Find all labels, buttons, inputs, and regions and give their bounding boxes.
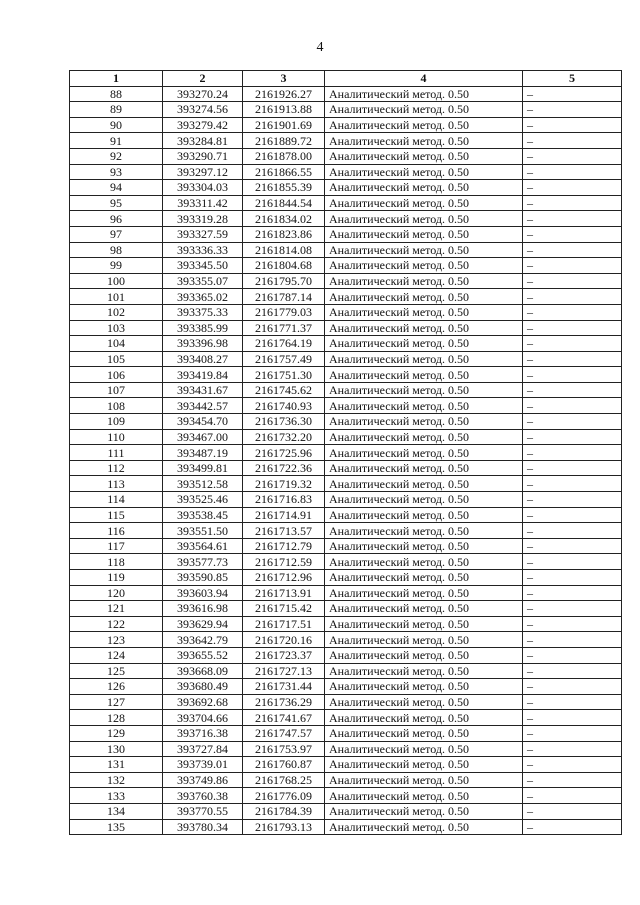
- note-cell: –: [523, 414, 622, 430]
- method-cell: Аналитический метод. 0.50: [325, 445, 523, 461]
- note-cell: –: [523, 382, 622, 398]
- point-number-cell: 126: [70, 679, 163, 695]
- note-cell: –: [523, 164, 622, 180]
- note-cell: –: [523, 694, 622, 710]
- table-row: [70, 741, 622, 757]
- x-coordinate-cell: 393642.79: [163, 632, 243, 648]
- x-coordinate-cell: 393499.81: [163, 460, 243, 476]
- method-cell: Аналитический метод. 0.50: [325, 616, 523, 632]
- method-cell: Аналитический метод. 0.50: [325, 398, 523, 414]
- y-coordinate-cell: 2161723.37: [243, 647, 325, 663]
- x-coordinate-cell: 393396.98: [163, 336, 243, 352]
- point-number-cell: 100: [70, 273, 163, 289]
- method-cell: Аналитический метод. 0.50: [325, 725, 523, 741]
- y-coordinate-cell: 2161731.44: [243, 679, 325, 695]
- note-cell: –: [523, 195, 622, 211]
- x-coordinate-cell: 393538.45: [163, 507, 243, 523]
- x-coordinate-cell: 393577.73: [163, 554, 243, 570]
- x-coordinate-cell: 393704.66: [163, 710, 243, 726]
- y-coordinate-cell: 2161714.91: [243, 507, 325, 523]
- y-coordinate-cell: 2161776.09: [243, 788, 325, 804]
- table-row: [70, 273, 622, 289]
- point-number-cell: 129: [70, 725, 163, 741]
- note-cell: –: [523, 788, 622, 804]
- method-cell: Аналитический метод. 0.50: [325, 164, 523, 180]
- x-coordinate-cell: 393355.07: [163, 273, 243, 289]
- table-row: [70, 585, 622, 601]
- note-cell: –: [523, 226, 622, 242]
- table-row: [70, 429, 622, 445]
- table-row: [70, 320, 622, 336]
- method-cell: Аналитический метод. 0.50: [325, 523, 523, 539]
- x-coordinate-cell: 393603.94: [163, 585, 243, 601]
- method-cell: Аналитический метод. 0.50: [325, 351, 523, 367]
- y-coordinate-cell: 2161712.59: [243, 554, 325, 570]
- x-coordinate-cell: 393655.52: [163, 647, 243, 663]
- table-row: [70, 382, 622, 398]
- y-coordinate-cell: 2161913.88: [243, 102, 325, 118]
- table-row: [70, 757, 622, 773]
- method-cell: Аналитический метод. 0.50: [325, 382, 523, 398]
- x-coordinate-cell: 393274.56: [163, 102, 243, 118]
- y-coordinate-cell: 2161804.68: [243, 258, 325, 274]
- y-coordinate-cell: 2161779.03: [243, 304, 325, 320]
- x-coordinate-cell: 393512.58: [163, 476, 243, 492]
- table-row: [70, 414, 622, 430]
- table-row: [70, 195, 622, 211]
- y-coordinate-cell: 2161751.30: [243, 367, 325, 383]
- table-row: [70, 476, 622, 492]
- point-number-cell: 117: [70, 538, 163, 554]
- note-cell: –: [523, 803, 622, 819]
- point-number-cell: 106: [70, 367, 163, 383]
- method-cell: Аналитический метод. 0.50: [325, 242, 523, 258]
- method-cell: Аналитический метод. 0.50: [325, 757, 523, 773]
- method-cell: Аналитический метод. 0.50: [325, 258, 523, 274]
- x-coordinate-cell: 393311.42: [163, 195, 243, 211]
- table-row: [70, 304, 622, 320]
- point-number-cell: 108: [70, 398, 163, 414]
- y-coordinate-cell: 2161753.97: [243, 741, 325, 757]
- y-coordinate-cell: 2161736.30: [243, 414, 325, 430]
- method-cell: Аналитический метод. 0.50: [325, 86, 523, 102]
- y-coordinate-cell: 2161866.55: [243, 164, 325, 180]
- method-cell: Аналитический метод. 0.50: [325, 273, 523, 289]
- table-row: [70, 570, 622, 586]
- note-cell: –: [523, 819, 622, 835]
- y-coordinate-cell: 2161760.87: [243, 757, 325, 773]
- method-cell: Аналитический метод. 0.50: [325, 429, 523, 445]
- method-cell: Аналитический метод. 0.50: [325, 741, 523, 757]
- note-cell: –: [523, 507, 622, 523]
- table-row: [70, 538, 622, 554]
- method-cell: Аналитический метод. 0.50: [325, 492, 523, 508]
- x-coordinate-cell: 393365.02: [163, 289, 243, 305]
- column-header-4: 4: [325, 71, 523, 87]
- method-cell: Аналитический метод. 0.50: [325, 476, 523, 492]
- method-cell: Аналитический метод. 0.50: [325, 647, 523, 663]
- point-number-cell: 89: [70, 102, 163, 118]
- point-number-cell: 122: [70, 616, 163, 632]
- x-coordinate-cell: 393564.61: [163, 538, 243, 554]
- point-number-cell: 95: [70, 195, 163, 211]
- note-cell: –: [523, 133, 622, 149]
- table-row: [70, 554, 622, 570]
- note-cell: –: [523, 117, 622, 133]
- note-cell: –: [523, 86, 622, 102]
- table-row: [70, 788, 622, 804]
- note-cell: –: [523, 585, 622, 601]
- method-cell: Аналитический метод. 0.50: [325, 694, 523, 710]
- note-cell: –: [523, 258, 622, 274]
- x-coordinate-cell: 393454.70: [163, 414, 243, 430]
- method-cell: Аналитический метод. 0.50: [325, 148, 523, 164]
- y-coordinate-cell: 2161736.29: [243, 694, 325, 710]
- point-number-cell: 112: [70, 460, 163, 476]
- note-cell: –: [523, 445, 622, 461]
- note-cell: –: [523, 647, 622, 663]
- x-coordinate-cell: 393304.03: [163, 180, 243, 196]
- table-row: [70, 507, 622, 523]
- y-coordinate-cell: 2161712.96: [243, 570, 325, 586]
- point-number-cell: 92: [70, 148, 163, 164]
- note-cell: –: [523, 148, 622, 164]
- x-coordinate-cell: 393692.68: [163, 694, 243, 710]
- y-coordinate-cell: 2161732.20: [243, 429, 325, 445]
- x-coordinate-cell: 393525.46: [163, 492, 243, 508]
- y-coordinate-cell: 2161787.14: [243, 289, 325, 305]
- point-number-cell: 104: [70, 336, 163, 352]
- x-coordinate-cell: 393385.99: [163, 320, 243, 336]
- method-cell: Аналитический метод. 0.50: [325, 570, 523, 586]
- x-coordinate-cell: 393408.27: [163, 351, 243, 367]
- y-coordinate-cell: 2161740.93: [243, 398, 325, 414]
- method-cell: Аналитический метод. 0.50: [325, 414, 523, 430]
- table-header: [70, 71, 622, 87]
- note-cell: –: [523, 772, 622, 788]
- table-row: [70, 803, 622, 819]
- table-row: [70, 601, 622, 617]
- note-cell: –: [523, 523, 622, 539]
- method-cell: Аналитический метод. 0.50: [325, 102, 523, 118]
- table-row: [70, 725, 622, 741]
- method-cell: Аналитический метод. 0.50: [325, 803, 523, 819]
- x-coordinate-cell: 393442.57: [163, 398, 243, 414]
- note-cell: –: [523, 367, 622, 383]
- y-coordinate-cell: 2161901.69: [243, 117, 325, 133]
- x-coordinate-cell: 393431.67: [163, 382, 243, 398]
- x-coordinate-cell: 393290.71: [163, 148, 243, 164]
- y-coordinate-cell: 2161793.13: [243, 819, 325, 835]
- note-cell: –: [523, 616, 622, 632]
- y-coordinate-cell: 2161771.37: [243, 320, 325, 336]
- method-cell: Аналитический метод. 0.50: [325, 367, 523, 383]
- point-number-cell: 130: [70, 741, 163, 757]
- x-coordinate-cell: 393749.86: [163, 772, 243, 788]
- table-row: [70, 133, 622, 149]
- y-coordinate-cell: 2161926.27: [243, 86, 325, 102]
- point-number-cell: 105: [70, 351, 163, 367]
- table-body: [70, 86, 622, 835]
- point-number-cell: 119: [70, 570, 163, 586]
- note-cell: –: [523, 554, 622, 570]
- point-number-cell: 120: [70, 585, 163, 601]
- table-row: [70, 367, 622, 383]
- x-coordinate-cell: 393780.34: [163, 819, 243, 835]
- note-cell: –: [523, 679, 622, 695]
- table-row: [70, 336, 622, 352]
- point-number-cell: 96: [70, 211, 163, 227]
- note-cell: –: [523, 398, 622, 414]
- point-number-cell: 110: [70, 429, 163, 445]
- point-number-cell: 102: [70, 304, 163, 320]
- x-coordinate-cell: 393668.09: [163, 663, 243, 679]
- note-cell: –: [523, 320, 622, 336]
- table-row: [70, 819, 622, 835]
- point-number-cell: 124: [70, 647, 163, 663]
- table-row: [70, 632, 622, 648]
- y-coordinate-cell: 2161764.19: [243, 336, 325, 352]
- point-number-cell: 114: [70, 492, 163, 508]
- y-coordinate-cell: 2161784.39: [243, 803, 325, 819]
- y-coordinate-cell: 2161814.08: [243, 242, 325, 258]
- point-number-cell: 93: [70, 164, 163, 180]
- method-cell: Аналитический метод. 0.50: [325, 663, 523, 679]
- y-coordinate-cell: 2161727.13: [243, 663, 325, 679]
- table-row: [70, 148, 622, 164]
- method-cell: Аналитический метод. 0.50: [325, 601, 523, 617]
- point-number-cell: 134: [70, 803, 163, 819]
- table-row: [70, 102, 622, 118]
- note-cell: –: [523, 460, 622, 476]
- table-row: [70, 211, 622, 227]
- note-cell: –: [523, 538, 622, 554]
- x-coordinate-cell: 393327.59: [163, 226, 243, 242]
- note-cell: –: [523, 492, 622, 508]
- note-cell: –: [523, 476, 622, 492]
- method-cell: Аналитический метод. 0.50: [325, 819, 523, 835]
- y-coordinate-cell: 2161717.51: [243, 616, 325, 632]
- column-header-5: 5: [523, 71, 622, 87]
- method-cell: Аналитический метод. 0.50: [325, 585, 523, 601]
- note-cell: –: [523, 336, 622, 352]
- point-number-cell: 94: [70, 180, 163, 196]
- column-header-3: 3: [243, 71, 325, 87]
- method-cell: Аналитический метод. 0.50: [325, 788, 523, 804]
- method-cell: Аналитический метод. 0.50: [325, 538, 523, 554]
- note-cell: –: [523, 273, 622, 289]
- note-cell: –: [523, 741, 622, 757]
- point-number-cell: 98: [70, 242, 163, 258]
- method-cell: Аналитический метод. 0.50: [325, 195, 523, 211]
- method-cell: Аналитический метод. 0.50: [325, 554, 523, 570]
- table-row: [70, 492, 622, 508]
- y-coordinate-cell: 2161834.02: [243, 211, 325, 227]
- point-number-cell: 111: [70, 445, 163, 461]
- table-row: [70, 180, 622, 196]
- x-coordinate-cell: 393760.38: [163, 788, 243, 804]
- x-coordinate-cell: 393345.50: [163, 258, 243, 274]
- y-coordinate-cell: 2161768.25: [243, 772, 325, 788]
- table-row: [70, 710, 622, 726]
- table-row: [70, 616, 622, 632]
- point-number-cell: 101: [70, 289, 163, 305]
- table-row: [70, 398, 622, 414]
- method-cell: Аналитический метод. 0.50: [325, 679, 523, 695]
- x-coordinate-cell: 393375.33: [163, 304, 243, 320]
- method-cell: Аналитический метод. 0.50: [325, 710, 523, 726]
- x-coordinate-cell: 393616.98: [163, 601, 243, 617]
- x-coordinate-cell: 393319.28: [163, 211, 243, 227]
- method-cell: Аналитический метод. 0.50: [325, 133, 523, 149]
- table-row: [70, 523, 622, 539]
- note-cell: –: [523, 289, 622, 305]
- y-coordinate-cell: 2161844.54: [243, 195, 325, 211]
- note-cell: –: [523, 601, 622, 617]
- method-cell: Аналитический метод. 0.50: [325, 117, 523, 133]
- y-coordinate-cell: 2161716.83: [243, 492, 325, 508]
- y-coordinate-cell: 2161725.96: [243, 445, 325, 461]
- table-row: [70, 242, 622, 258]
- x-coordinate-cell: 393467.00: [163, 429, 243, 445]
- y-coordinate-cell: 2161713.57: [243, 523, 325, 539]
- point-number-cell: 127: [70, 694, 163, 710]
- note-cell: –: [523, 710, 622, 726]
- note-cell: –: [523, 180, 622, 196]
- y-coordinate-cell: 2161795.70: [243, 273, 325, 289]
- point-number-cell: 99: [70, 258, 163, 274]
- point-number-cell: 91: [70, 133, 163, 149]
- y-coordinate-cell: 2161855.39: [243, 180, 325, 196]
- point-number-cell: 116: [70, 523, 163, 539]
- x-coordinate-cell: 393716.38: [163, 725, 243, 741]
- table-row: [70, 772, 622, 788]
- table-row: [70, 663, 622, 679]
- table-row: [70, 86, 622, 102]
- note-cell: –: [523, 304, 622, 320]
- method-cell: Аналитический метод. 0.50: [325, 211, 523, 227]
- point-number-cell: 88: [70, 86, 163, 102]
- x-coordinate-cell: 393297.12: [163, 164, 243, 180]
- x-coordinate-cell: 393284.81: [163, 133, 243, 149]
- point-number-cell: 109: [70, 414, 163, 430]
- point-number-cell: 107: [70, 382, 163, 398]
- y-coordinate-cell: 2161878.00: [243, 148, 325, 164]
- x-coordinate-cell: 393419.84: [163, 367, 243, 383]
- table-row: [70, 460, 622, 476]
- point-number-cell: 121: [70, 601, 163, 617]
- note-cell: –: [523, 725, 622, 741]
- x-coordinate-cell: 393727.84: [163, 741, 243, 757]
- page-number: 4: [316, 40, 324, 55]
- y-coordinate-cell: 2161722.36: [243, 460, 325, 476]
- point-number-cell: 123: [70, 632, 163, 648]
- table-row: [70, 445, 622, 461]
- x-coordinate-cell: 393680.49: [163, 679, 243, 695]
- point-number-cell: 97: [70, 226, 163, 242]
- y-coordinate-cell: 2161719.32: [243, 476, 325, 492]
- x-coordinate-cell: 393551.50: [163, 523, 243, 539]
- y-coordinate-cell: 2161713.91: [243, 585, 325, 601]
- x-coordinate-cell: 393590.85: [163, 570, 243, 586]
- point-number-cell: 128: [70, 710, 163, 726]
- x-coordinate-cell: 393279.42: [163, 117, 243, 133]
- table-row: [70, 694, 622, 710]
- table-row: [70, 164, 622, 180]
- y-coordinate-cell: 2161757.49: [243, 351, 325, 367]
- y-coordinate-cell: 2161747.57: [243, 725, 325, 741]
- method-cell: Аналитический метод. 0.50: [325, 320, 523, 336]
- y-coordinate-cell: 2161715.42: [243, 601, 325, 617]
- table-row: [70, 258, 622, 274]
- y-coordinate-cell: 2161712.79: [243, 538, 325, 554]
- note-cell: –: [523, 632, 622, 648]
- point-number-cell: 118: [70, 554, 163, 570]
- point-number-cell: 133: [70, 788, 163, 804]
- x-coordinate-cell: 393270.24: [163, 86, 243, 102]
- x-coordinate-cell: 393487.19: [163, 445, 243, 461]
- point-number-cell: 125: [70, 663, 163, 679]
- y-coordinate-cell: 2161720.16: [243, 632, 325, 648]
- column-header-1: 1: [70, 71, 163, 87]
- point-number-cell: 113: [70, 476, 163, 492]
- method-cell: Аналитический метод. 0.50: [325, 507, 523, 523]
- table-row: [70, 351, 622, 367]
- method-cell: Аналитический метод. 0.50: [325, 304, 523, 320]
- point-number-cell: 103: [70, 320, 163, 336]
- note-cell: –: [523, 242, 622, 258]
- header-row: [70, 71, 622, 87]
- method-cell: Аналитический метод. 0.50: [325, 336, 523, 352]
- method-cell: Аналитический метод. 0.50: [325, 460, 523, 476]
- note-cell: –: [523, 757, 622, 773]
- note-cell: –: [523, 351, 622, 367]
- method-cell: Аналитический метод. 0.50: [325, 226, 523, 242]
- method-cell: Аналитический метод. 0.50: [325, 632, 523, 648]
- x-coordinate-cell: 393336.33: [163, 242, 243, 258]
- table-row: [70, 289, 622, 305]
- point-number-cell: 115: [70, 507, 163, 523]
- point-number-cell: 135: [70, 819, 163, 835]
- point-number-cell: 131: [70, 757, 163, 773]
- note-cell: –: [523, 570, 622, 586]
- x-coordinate-cell: 393770.55: [163, 803, 243, 819]
- x-coordinate-cell: 393629.94: [163, 616, 243, 632]
- column-header-2: 2: [163, 71, 243, 87]
- point-number-cell: 90: [70, 117, 163, 133]
- method-cell: Аналитический метод. 0.50: [325, 772, 523, 788]
- note-cell: –: [523, 663, 622, 679]
- note-cell: –: [523, 102, 622, 118]
- table-row: [70, 117, 622, 133]
- point-number-cell: 132: [70, 772, 163, 788]
- note-cell: –: [523, 429, 622, 445]
- method-cell: Аналитический метод. 0.50: [325, 180, 523, 196]
- table-row: [70, 679, 622, 695]
- note-cell: –: [523, 211, 622, 227]
- coordinates-table: [69, 70, 622, 835]
- method-cell: Аналитический метод. 0.50: [325, 289, 523, 305]
- table-row: [70, 226, 622, 242]
- y-coordinate-cell: 2161745.62: [243, 382, 325, 398]
- y-coordinate-cell: 2161823.86: [243, 226, 325, 242]
- y-coordinate-cell: 2161889.72: [243, 133, 325, 149]
- y-coordinate-cell: 2161741.67: [243, 710, 325, 726]
- table-row: [70, 647, 622, 663]
- x-coordinate-cell: 393739.01: [163, 757, 243, 773]
